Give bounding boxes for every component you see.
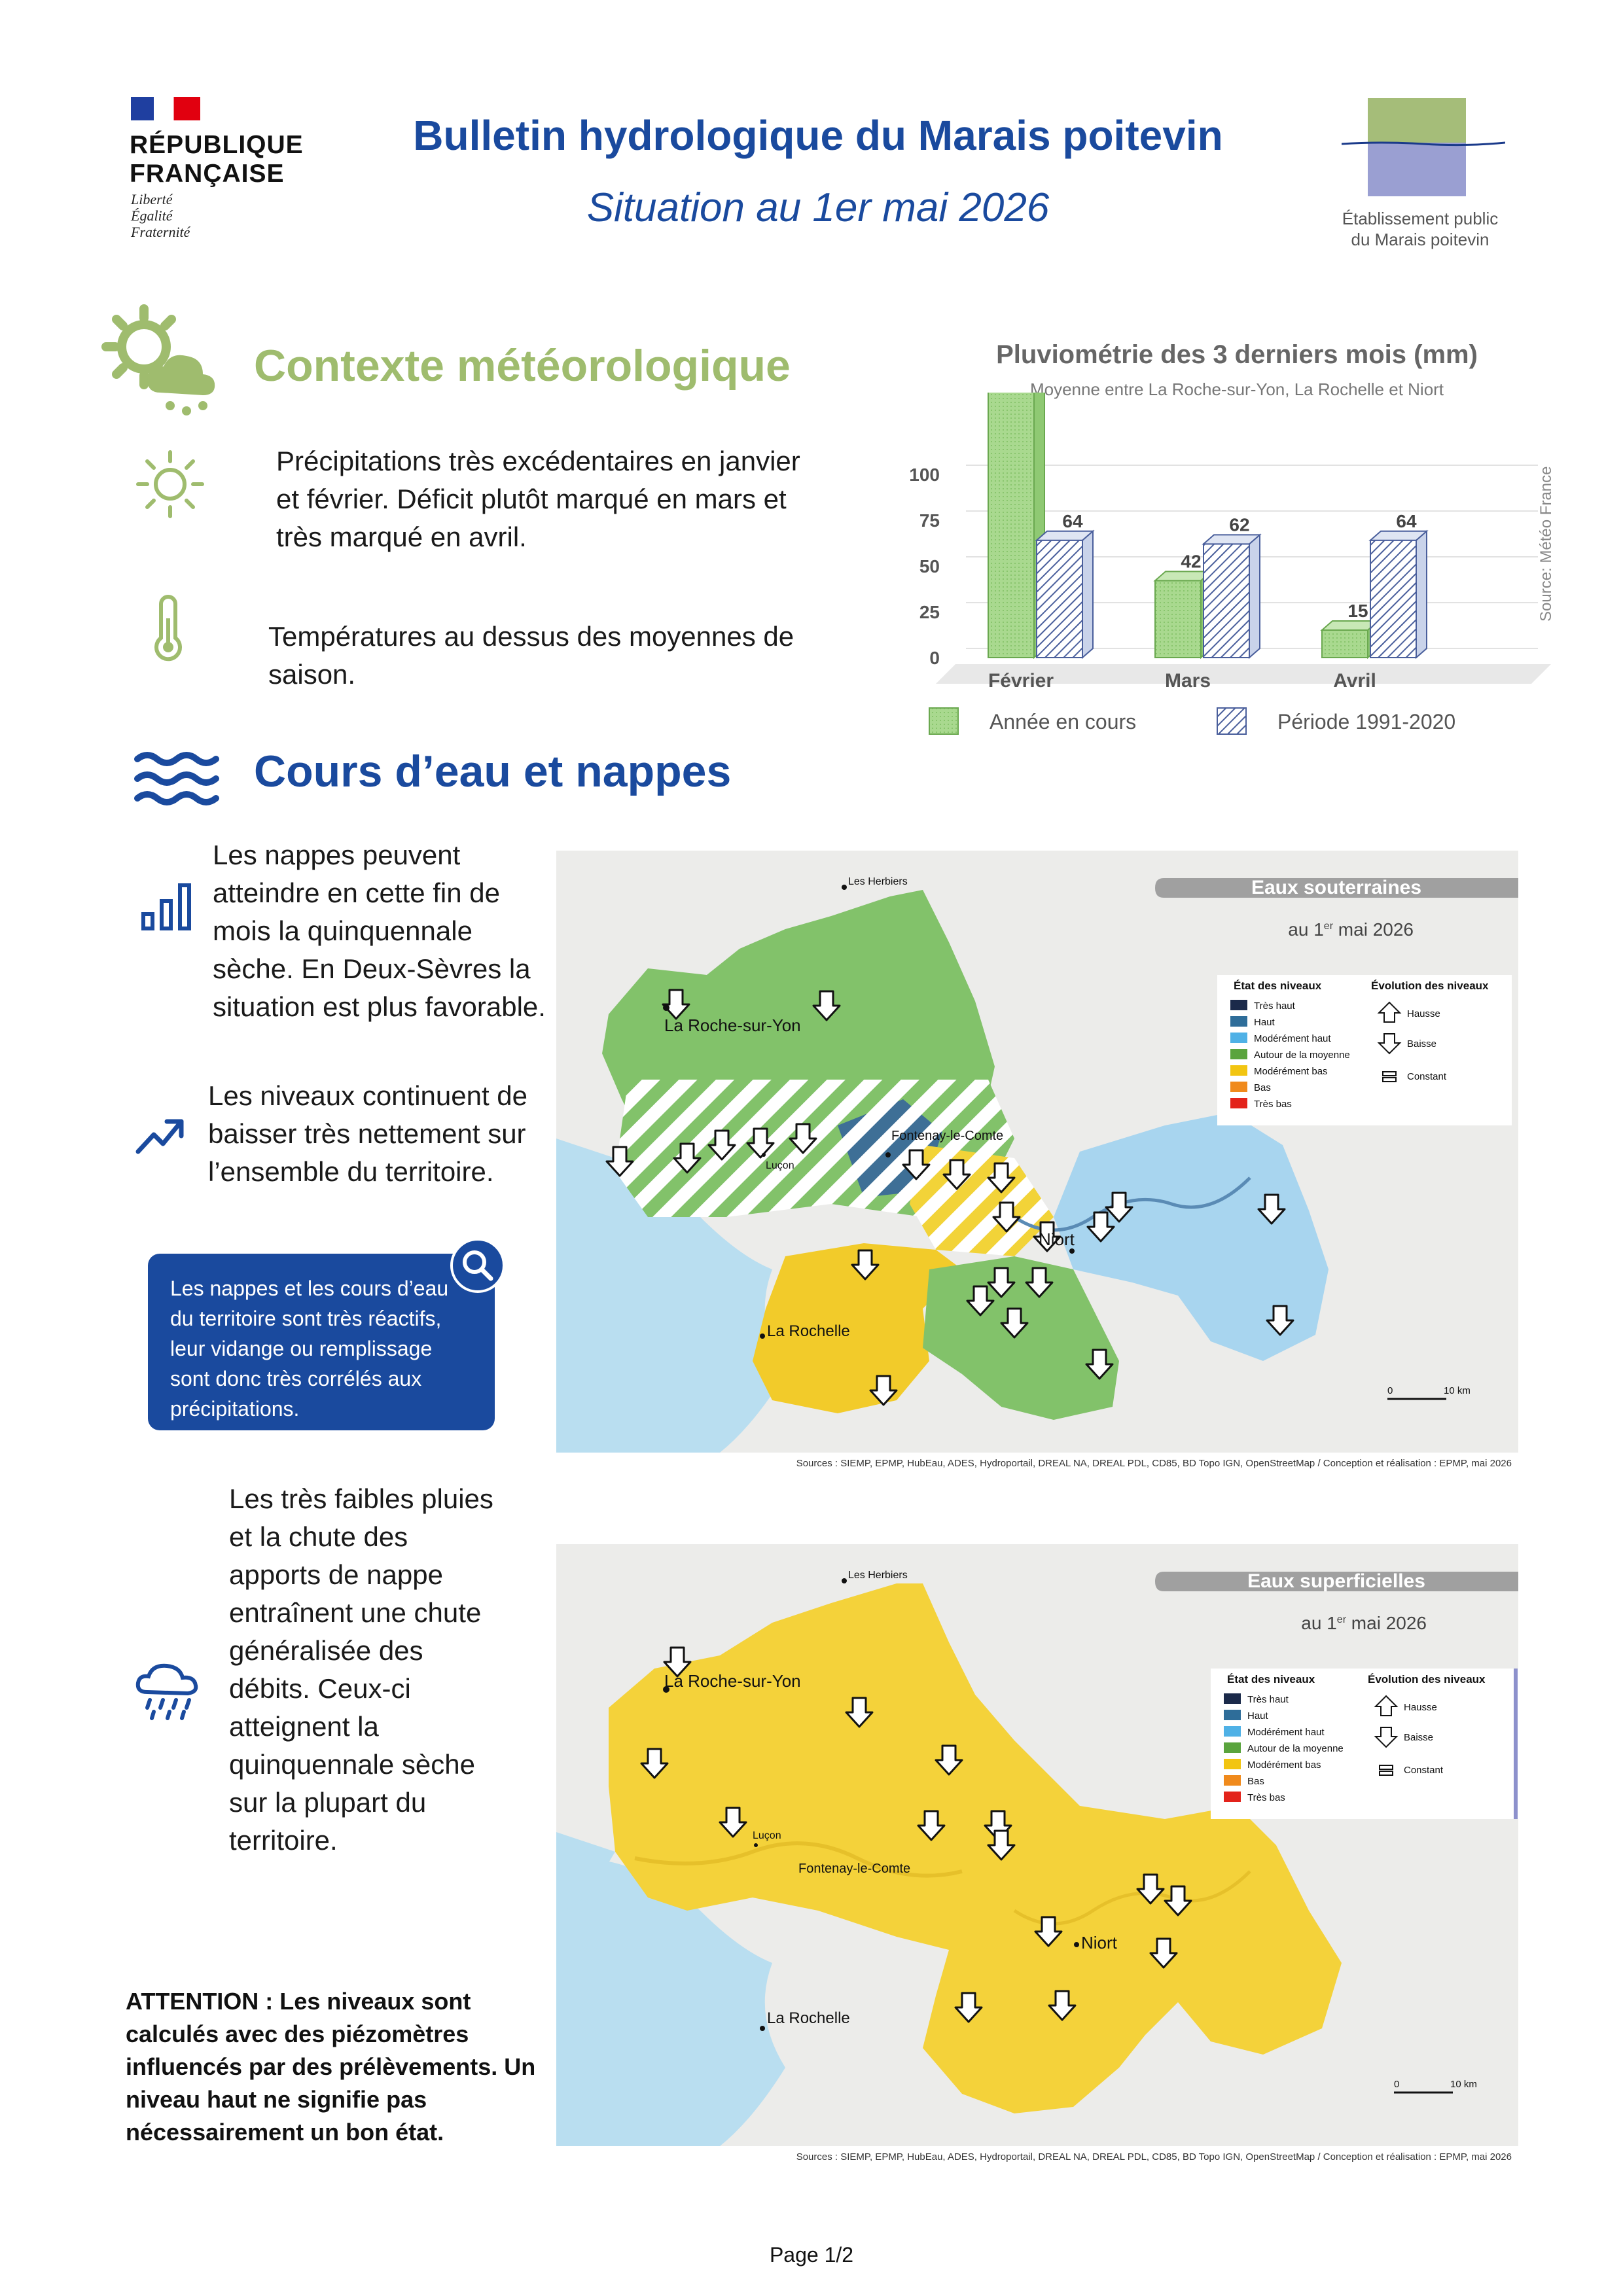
y-tick-label: 25 [919,602,940,622]
thermometer-icon [145,592,191,664]
legend-level-swatch [1230,1033,1247,1043]
map1-date: au 1er mai 2026 [1288,919,1414,940]
legend-level-label: Haut [1247,1710,1268,1722]
rainfall-bar-chart [883,393,1577,759]
legend-level-swatch [1230,1098,1247,1108]
legend2-hausse: Hausse [1404,1702,1437,1713]
map2-date: au 1er mai 2026 [1301,1613,1427,1633]
republique-flag-logo [131,97,200,120]
temperature-text: Températures au dessus des moyennes de saison. [268,621,794,690]
bar-value-label: 42 [1181,551,1202,572]
city-la-rochelle: La Rochelle [767,1322,850,1340]
legend-level-label: Très haut [1247,1694,1289,1705]
city-niort: Niort [1039,1229,1075,1249]
legend-level-swatch [1224,1710,1241,1720]
legend-level-label: Autour de la moyenne [1247,1743,1344,1754]
page-title: Bulletin hydrologique du Marais poitevin [413,112,1223,159]
legend-level-label: Bas [1247,1776,1264,1787]
legend-level-swatch [1224,1759,1241,1769]
y-tick-label: 50 [919,556,940,576]
chart-source: Source: Météo France [1537,466,1555,622]
legend-level-label: Bas [1254,1082,1271,1093]
page-number: Page 1/2 [769,2243,854,2267]
legend-trend-title: Évolution des niveaux [1371,980,1489,992]
epmp-org-name [1296,208,1544,250]
map2-sources: Sources : SIEMP, EPMP, HubEau, ADES, Hydroportail, DREAL NA, DREAL PDL, CD85, BD Topo IGN, OpenStreetMap / Conception et réalisation : EPMP, mai 2026 [796,2151,1512,2163]
magnifier-icon [450,1238,505,1293]
legend-level-label: Modérément haut [1247,1727,1325,1738]
legend-level-swatch [1224,1742,1241,1753]
legend-level-label: Très bas [1254,1099,1292,1110]
map1-title: Eaux souterraines [1251,877,1422,898]
legend-swatch [1217,708,1246,734]
groundwater-map [556,851,1518,1453]
chart-y-ticks [909,465,940,668]
legend-level-label: Modérément bas [1247,1759,1321,1771]
city2-fontenay-le-comte: Fontenay-le-Comte [798,1862,911,1876]
legend-level-label: Autour de la moyenne [1254,1050,1350,1061]
level-bars-icon [141,880,193,932]
chart-bars [988,393,1427,658]
scale-10km: 10 km [1444,1385,1471,1396]
attention-note: ATTENTION : Les niveaux sont calculés avec des piézomètres influencés par des prélèvements. Un niveau haut ne signifie pas nécessairement un bon état. [126,1988,536,2146]
map1-sources: Sources : SIEMP, EPMP, HubEau, ADES, Hydroportail, DREAL NA, DREAL PDL, CD85, BD Topo IGN, OpenStreetMap / Conception et réalisation : EPMP, mai 2026 [796,1458,1512,1469]
y-tick-label: 100 [909,465,940,485]
city-la-roche-sur-yon: La Roche-sur-Yon [664,1016,801,1035]
legend-level-label: Très haut [1254,1000,1295,1012]
legend2-levels-title: État des niveaux [1227,1673,1315,1686]
cours-heading: Cours d’eau et nappes [254,747,732,796]
x-tick-label: Mars [1164,670,1211,692]
legend-level-label: Haut [1254,1017,1275,1028]
motto-liberte: Liberté [131,191,173,207]
legend-level-swatch [1224,1726,1241,1737]
city-les-herbiers: Les Herbiers [848,876,908,887]
chart-legend [929,708,1455,734]
map2-title: Eaux superficielles [1247,1570,1425,1592]
info-box: Les nappes et les cours d’eau du territoire sont très réactifs, leur vidange ou remplissage sont donc très corrélés aux précipitations. [148,1254,495,1430]
city-lucon: Luçon [766,1160,794,1171]
precipitation-text: Précipitations très excédentaires en janvier et février. Déficit plutôt marqué en mars et très marqué en avril. [276,446,800,552]
republique-name [130,131,304,188]
meteo-heading: Contexte météorologique [254,341,791,391]
weather-gear-cloud-icon [98,301,223,419]
legend-level-swatch [1230,1082,1247,1092]
water-waves-icon [134,746,219,811]
epmp-logo [1342,98,1505,196]
x-tick-label: Avril [1333,670,1376,692]
bar-value-label: 15 [1347,601,1368,621]
city2-niort: Niort [1081,1933,1117,1952]
bar-value-label: 62 [1229,514,1250,535]
scale2-zero: 0 [1394,2079,1400,2090]
trend-arrow-icon [134,1112,187,1158]
republique-line-2: FRANÇAISE [130,160,285,188]
org-line-1: Établissement public [1342,209,1499,228]
rain-cloud-icon [134,1662,200,1721]
legend-hausse: Hausse [1407,1008,1440,1019]
legend-swatch [929,708,958,734]
legend-label: Année en cours [990,710,1137,733]
surface-water-map [556,1544,1518,2146]
legend-level-label: Modérément haut [1254,1033,1331,1044]
legend-level-swatch [1224,1775,1241,1786]
city2-la-rochelle: La Rochelle [767,2009,850,2027]
bar-value-label: 64 [1062,510,1083,531]
motto-egalite: Égalité [131,207,173,224]
bar-mars-series2 [1204,535,1260,658]
x-tick-label: Février [988,670,1054,692]
legend-level-swatch [1230,1049,1247,1059]
legend-level-swatch [1230,1065,1247,1076]
legend-level-swatch [1224,1792,1241,1802]
chart-title: Pluviométrie des 3 derniers mois (mm) [996,340,1478,369]
motto-fraternite: Fraternité [131,224,190,240]
legend-constant: Constant [1407,1071,1447,1082]
bar-février-series2 [1037,531,1093,658]
y-tick-label: 75 [919,510,940,531]
nappes-text: Les nappes peuvent atteindre en cette fin de mois la quinquennale sèche. En Deux-Sèvres la situation est plus favorable. [213,839,546,1022]
debits-text: Les très faibles pluies et la chute des apports de nappe entraînent une chute généralisée des débits. Ceux-ci atteignent la quinquennale sèche sur la plupart du territoire. [229,1483,493,1856]
legend2-trend-title: Évolution des niveaux [1368,1673,1486,1686]
legend-label: Période 1991-2020 [1277,710,1456,733]
chart-subtitle: Moyenne entre La Roche-sur-Yon, La Rochelle et Niort [1029,380,1444,399]
legend-level-swatch [1230,1000,1247,1010]
legend-level-label: Modérément bas [1254,1066,1328,1077]
page-subtitle: Situation au 1er mai 2026 [586,185,1050,230]
republique-motto [131,191,190,240]
republique-line-1: RÉPUBLIQUE [130,131,304,159]
scale-zero: 0 [1387,1385,1393,1396]
sun-icon [134,448,206,520]
bar-avril-series2 [1370,531,1427,658]
niveaux-text: Les niveaux continuent de baisser très nettement sur l’ensemble du territoire. [208,1080,528,1187]
bar-value-label: 64 [1396,510,1417,531]
city-fontenay-le-comte: Fontenay-le-Comte [891,1129,1004,1143]
city2-lucon: Luçon [753,1830,781,1841]
legend-levels-title: État des niveaux [1234,980,1322,992]
org-line-2: du Marais poitevin [1351,230,1489,249]
legend-baisse: Baisse [1407,1038,1437,1050]
scale2-10km: 10 km [1450,2079,1477,2090]
legend2-baisse: Baisse [1404,1732,1434,1743]
legend-level-swatch [1224,1693,1241,1704]
legend-level-swatch [1230,1016,1247,1027]
legend2-constant: Constant [1404,1765,1444,1776]
city2-les-herbiers: Les Herbiers [848,1570,908,1581]
y-tick-label: 0 [929,648,940,668]
legend-level-label: Très bas [1247,1792,1285,1803]
city2-la-roche-sur-yon: La Roche-sur-Yon [664,1671,801,1691]
